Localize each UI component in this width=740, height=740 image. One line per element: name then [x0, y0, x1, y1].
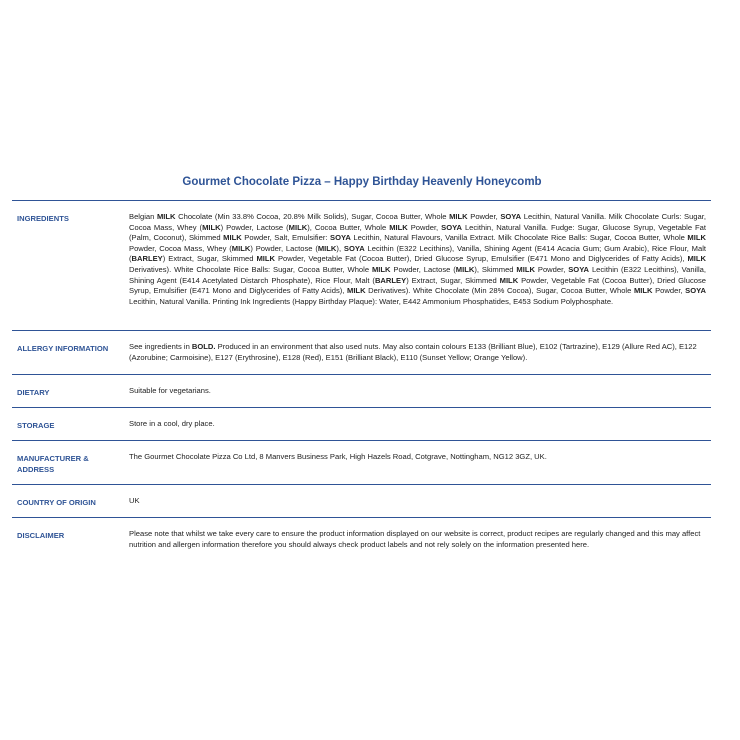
ingredient-text: ) Extract, Sugar, Skimmed	[406, 275, 500, 285]
allergy-text-after: Produced in an environment that also used nuts. May also contain colours E133 (Brilliant Blue), E102 (Tartrazine), E129 (Allure Red AC), E122 (Azorubine; Carmoisine), E127 (Erythrosine), E128 (Red), E151 (Brilliant Black), E110 (Sunset Yellow; Orange Yellow).	[129, 342, 697, 362]
allergen-text: MILK	[687, 254, 706, 264]
storage-text: Store in a cool, dry place.	[129, 419, 215, 428]
ingredient-text: ), Cocoa Butter, Whole	[307, 222, 390, 232]
ingredient-text: Powder,	[467, 212, 501, 221]
allergen-text: BARLEY	[374, 275, 407, 285]
ingredient-text: ) Powder, Lactose (	[220, 222, 289, 232]
allergen-text: MILK	[516, 264, 535, 274]
allergen-text: MILK	[288, 222, 308, 232]
ingredient-text: Chocolate (Min 33.8% Cocoa, 20.8% Milk Solids), Sugar, Cocoa Butter, Whole	[175, 212, 450, 221]
allergen-text: MILK	[231, 243, 251, 253]
allergen-text: SOYA	[441, 222, 462, 232]
allergen-text: BARLEY	[131, 254, 163, 264]
dietary-row	[12, 375, 711, 408]
allergy-label: ALLERGY INFORMATION	[17, 344, 109, 353]
allergy-text-bold: BOLD.	[191, 342, 216, 351]
allergen-text: MILK	[449, 212, 468, 221]
origin-label: COUNTRY OF ORIGIN	[17, 498, 96, 507]
allergen-text: MILK	[455, 264, 475, 274]
allergen-text: MILK	[389, 222, 408, 232]
allergen-text: MILK	[317, 243, 337, 253]
ingredient-text: Powder,	[534, 264, 569, 274]
allergen-text: MILK	[687, 233, 706, 243]
ingredient-text: Lecithin, Natural Vanilla. Fudge: Sugar, Glucose Syrup, Vegetable Fat (Palm, Coconut), Skimmed	[129, 222, 706, 243]
ingredient-text: Lecithin (E322 Lecithins), Vanilla, Shining Agent (E414 Acacia Gum; Gum Arabic), Rice Flour, Malt (	[129, 243, 707, 264]
allergen-text: SOYA	[685, 286, 706, 296]
allergen-text: SOYA	[330, 233, 351, 243]
dietary-label: DIETARY	[17, 388, 50, 397]
dietary-text: Suitable for vegetarians.	[129, 386, 211, 395]
ingredient-text: Powder,	[407, 222, 442, 232]
product-title: Gourmet Chocolate Pizza – Happy Birthday Heavenly Honeycomb	[182, 176, 542, 188]
ingredient-text: Powder, Salt, Emulsifier:	[241, 233, 331, 243]
ingredient-text: Lecithin, Natural Vanilla. Printing Ink Ingredients (Happy Birthday Plaque): Water, E442 Ammonium Phosphatides, E453 Sodium Polyphosphate.	[129, 296, 614, 306]
origin-row	[12, 485, 711, 518]
allergen-text: SOYA	[568, 264, 590, 274]
ingredient-text: Lecithin (E322 Lecithins), Vanilla, Shining Agent (E414 Acetylated Distarch Phosphate), Rice Flour, Malt (	[129, 264, 706, 285]
ingredients-row	[12, 201, 711, 331]
allergen-text: MILK	[223, 233, 242, 243]
ingredient-text: Lecithin, Natural Flavours, Vanilla Extract. Milk Chocolate Rice Balls: Sugar, Cocoa Butter, Whole	[350, 233, 688, 243]
product-info-table	[12, 200, 711, 568]
ingredient-text: Derivatives). White Chocolate (Min 28% Cocoa), Sugar, Cocoa Butter, Whole	[365, 286, 634, 296]
ingredient-text: Derivatives). White Chocolate Rice Balls: Sugar, Cocoa Butter, Whole	[129, 264, 372, 274]
ingredient-text: Powder, Cocoa Mass, Whey (	[129, 243, 232, 253]
ingredient-text: ) Extract, Sugar, Skimmed	[162, 254, 257, 264]
allergen-text: MILK	[156, 212, 176, 221]
ingredient-text: ), Skimmed	[474, 264, 517, 274]
manufacturer-row	[12, 441, 711, 485]
manufacturer-text: The Gourmet Chocolate Pizza Co Ltd, 8 Manvers Business Park, High Hazels Road, Cotgrave, Nottingham, NG12 3GZ, UK.	[129, 452, 547, 461]
allergen-text: SOYA	[500, 212, 522, 221]
ingredients-label: INGREDIENTS	[17, 214, 69, 223]
ingredient-text: ),	[336, 243, 344, 253]
ingredient-text: Powder, Vegetable Fat (Cocoa Butter), Dried Glucose Syrup, Emulsifier (E471 Mono and Diglycerides of Fatty Acids),	[129, 275, 707, 296]
ingredient-text: Belgian	[129, 212, 157, 221]
allergen-text: MILK	[633, 286, 653, 296]
allergen-text: MILK	[499, 275, 519, 285]
disclaimer-text: Please note that whilst we take every care to ensure the product information displayed on our website is correct, product recipes are regularly changed and this may affect nutrition and allergen information therefore you should always check product labels and not rely solely on the information presented here.	[129, 529, 701, 549]
ingredient-text: ) Powder, Lactose (	[250, 243, 318, 253]
allergy-text-before: See ingredients in	[129, 342, 192, 351]
allergen-text: MILK	[347, 286, 366, 296]
allergy-row	[12, 331, 711, 375]
disclaimer-row	[12, 518, 711, 568]
disclaimer-label: DISCLAIMER	[17, 531, 65, 540]
manufacturer-label-line1: MANUFACTURER &	[17, 454, 89, 463]
manufacturer-label	[12, 441, 125, 484]
ingredient-text: Powder, Vegetable Fat (Cocoa Butter), Dried Glucose Syrup, Emulsifier (E471 Mono and Diglycerides of Fatty Acids),	[275, 254, 688, 264]
ingredients-text	[125, 201, 711, 330]
ingredient-text: Lecithin, Natural Vanilla. Milk Chocolate Curls: Sugar, Cocoa Mass, Whey (	[129, 212, 706, 232]
storage-label: STORAGE	[17, 421, 55, 430]
storage-row	[12, 408, 711, 441]
ingredient-text: Powder, Lactose (	[390, 264, 456, 274]
allergy-text	[125, 331, 711, 374]
manufacturer-label-line2: ADDRESS	[17, 465, 55, 474]
allergen-text: MILK	[371, 264, 391, 274]
allergen-text: MILK	[256, 254, 276, 264]
origin-text: UK	[129, 496, 140, 505]
ingredient-text: Powder,	[652, 286, 686, 296]
allergen-text: MILK	[202, 222, 221, 232]
allergen-text: SOYA	[343, 243, 365, 253]
